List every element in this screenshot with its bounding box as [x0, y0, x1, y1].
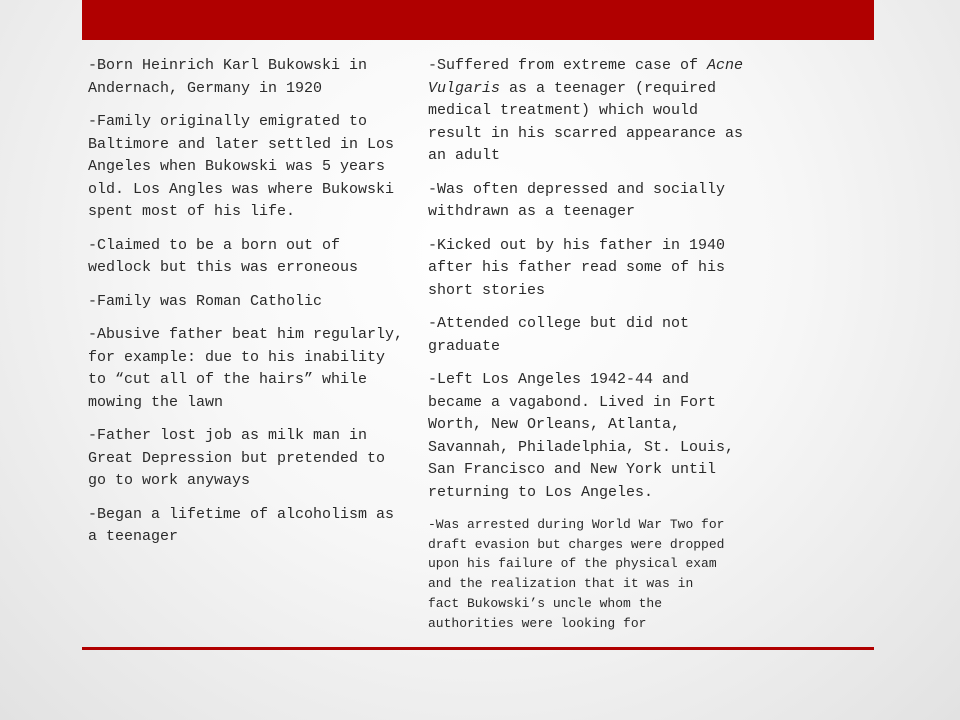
bullet-birth: -Born Heinrich Karl Bukowski in Andernach, Germany in 1920: [88, 57, 368, 97]
bullet-wedlock-claim: -Claimed to be a born out of wedlock but this was erroneous: [88, 236, 359, 276]
bullet-father-job: -Father lost job as milk man in Great Depression but pretended to go to work anyways: [88, 427, 386, 489]
bullet-college: -Attended college but did not graduate: [428, 315, 690, 355]
right-text-column: [428, 55, 788, 644]
header-accent-bar: [82, 0, 874, 40]
acne-text-before: -Suffered from extreme case of: [428, 57, 708, 74]
acne-term: Acne Vulgaris: [428, 57, 744, 97]
bullet-depression: -Was often depressed and socially withdrawn as a teenager: [428, 180, 726, 220]
bullet-family-emigration: -Family originally emigrated to Baltimore and later settled in Los Angeles when Bukowski was 5 years old. Los Angles was where Bukowski spent most of his life.: [88, 113, 395, 220]
bullet-kicked-out: -Kicked out by his father in 1940 after his father read some of his short stories: [428, 236, 726, 299]
footer-accent-line: [82, 647, 874, 650]
bullet-alcoholism: -Began a lifetime of alcoholism as a teenager: [88, 505, 395, 545]
bullet-vagabond: -Left Los Angeles 1942-44 and became a vagabond. Lived in Fort Worth, New Orleans, Atlanta, Savannah, Philadelphia, St. Louis, San Francisco and New York until returning to Los Angeles.: [428, 371, 735, 501]
left-text-column: [88, 55, 428, 560]
acne-text-after: as a teenager (required medical treatment) which would result in his scarred appearance as an adult: [428, 79, 744, 164]
bullet-acne: [428, 55, 788, 168]
bullet-draft-arrest: -Was arrested during World War Two for draft evasion but charges were dropped upon his failure of the physical exam and the realization that it was in fact Bukowski’s uncle whom the authorities were looking for: [428, 517, 725, 631]
bullet-religion: -Family was Roman Catholic: [88, 292, 323, 310]
bullet-abusive-father: -Abusive father beat him regularly, for example: due to his inability to “cut all of the hairs” while mowing the lawn: [88, 326, 404, 411]
